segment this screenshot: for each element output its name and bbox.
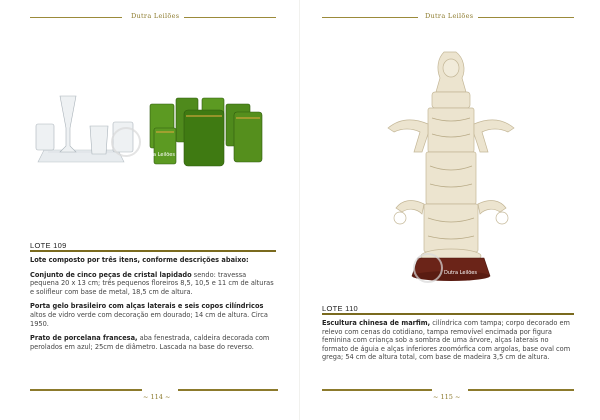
footer-rule-left	[322, 389, 432, 391]
lot-109-photo	[30, 88, 278, 178]
photo-watermark: Dutra Leilões	[444, 270, 477, 276]
intro-text: Lote composto por três itens, conforme descrições abaixo:	[30, 256, 249, 264]
lot-110-photo	[378, 48, 528, 286]
header-title: Dutra Leilões	[425, 12, 474, 20]
item2-text: altos de vidro verde com decoração em dourado; 14 cm de altura. Circa 1950.	[30, 310, 268, 328]
item1-text: sendo: travessa pequena 20 x 13 cm; três pequenos floreiros 8,5, 10,5 e 11 cm de alturas e solifleur com base de metal, 18,5 cm de altura.	[30, 270, 274, 296]
page-number: ~ 114 ~	[143, 393, 171, 401]
header-rule-left	[30, 17, 122, 18]
lot-label: LOTE 109	[30, 241, 67, 250]
photo-watermark: Dutra Leilões	[142, 152, 175, 158]
footer-rule-right	[468, 389, 574, 391]
crystal-tray	[38, 150, 124, 162]
header-rule-right	[478, 17, 574, 18]
footer-rule-left	[30, 389, 142, 391]
item3-text: aba fenestrada, caldeira decorada com perolados em azul; 25cm de diâmetro. Lascada na base do reverso.	[30, 334, 270, 351]
lot-110-description	[322, 319, 574, 368]
lot-rule	[30, 250, 276, 252]
header-rule-right	[184, 17, 276, 18]
lot-label: LOTE 110	[322, 304, 359, 313]
header-rule-left	[322, 17, 418, 18]
page-number: ~ 115 ~	[433, 393, 461, 401]
item2-title: Porta gelo brasileiro com alças laterais e seis copos cilíndricos	[30, 302, 264, 311]
item-title: Escultura chinesa de marfim,	[322, 319, 431, 327]
item-text: cilíndrica com tampa; corpo decorado em relevo com cenas do cotidiano, tampa removível encimada por figura feminina com criança sob a sombra de uma árvore, alças laterais no formato de águia e alças inferiores zoomórfica com argolas, base oval com grega; 54 cm de altura total, com base de madeira 3,5 cm de altura.	[322, 319, 571, 362]
right-page	[300, 0, 600, 420]
item3-title: Prato de porcelana francesa,	[30, 334, 138, 343]
item1-title: Conjunto de cinco peças de cristal lapidado	[30, 270, 192, 279]
lot-109-description	[30, 256, 276, 357]
lot-rule	[322, 313, 574, 315]
footer-rule-right	[178, 389, 278, 391]
header-title: Dutra Leilões	[131, 12, 180, 20]
